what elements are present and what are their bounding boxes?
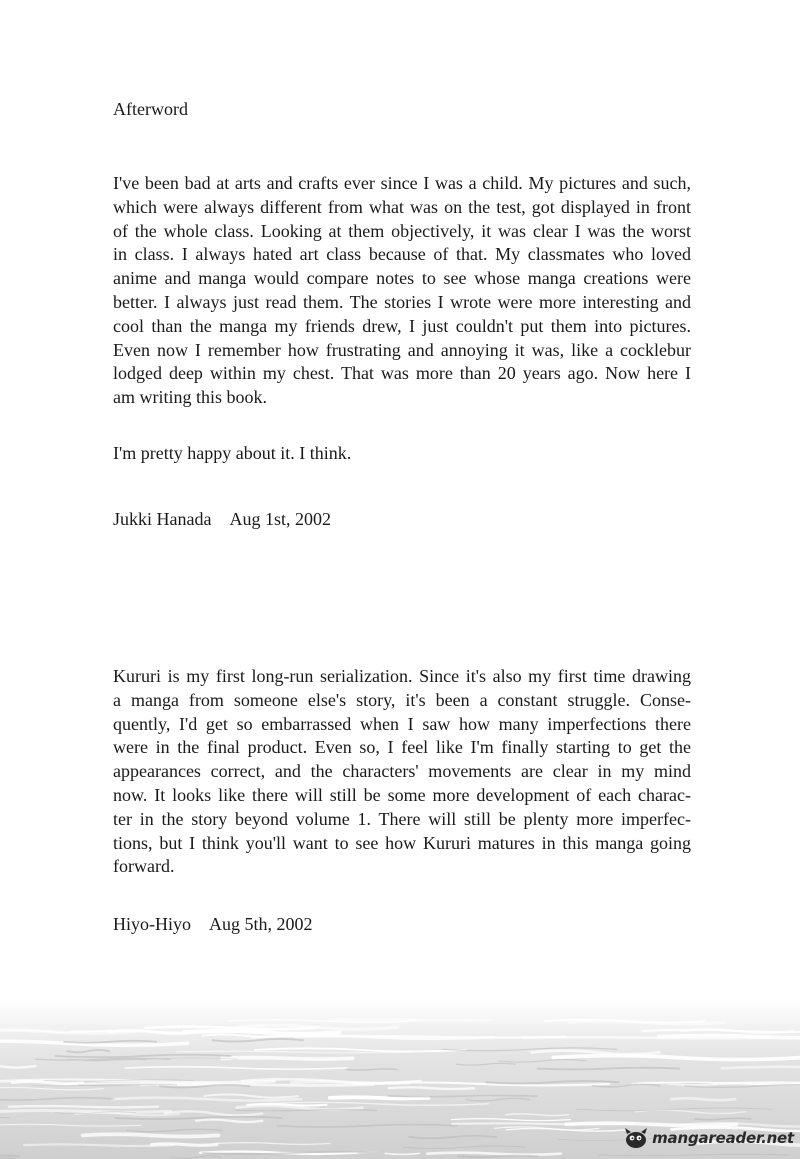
afterword-paragraph-1	[113, 172, 691, 410]
paragraph-line: anime and manga would compare notes to see whose manga creations were	[113, 268, 691, 289]
paragraph-line: in class. I always hated art class because of that. My classmates who loved	[113, 244, 691, 265]
paragraph-line: cool than the manga my friends drew, I just couldn't put them into pictures.	[113, 315, 691, 336]
paragraph-line: appearances correct, and the characters' movements are clear in my mind	[113, 761, 691, 782]
paragraph-line: tions, but I think you'll want to see how Kururi matures in this manga going	[113, 832, 691, 853]
paragraph-line: am writing this book.	[113, 387, 267, 408]
wave-highlight	[9, 1106, 158, 1107]
watermark-text: mangareader.net	[652, 1129, 794, 1147]
paragraph-line: I've been bad at arts and crafts ever since I was a child. My pictures and such,	[113, 173, 691, 193]
wave-highlight	[330, 1097, 429, 1098]
signature-name: Hiyo-Hiyo	[113, 914, 191, 934]
paragraph-line: Even now I remember how frustrating and annoying it was, like a cocklebur	[113, 339, 691, 360]
wave-highlight	[222, 1058, 353, 1059]
paragraph-line: which were always different from what was on the test, got displayed in front	[113, 196, 691, 217]
paragraph-line: were in the final product. Even so, I feel like I'm finally starting to get the	[113, 737, 691, 758]
signature-date: Aug 1st, 2002	[229, 509, 331, 529]
paragraph-line: forward.	[113, 856, 175, 877]
signature-writer	[113, 507, 331, 531]
closing-line: I'm pretty happy about it. I think.	[113, 443, 352, 463]
signature-artist	[113, 912, 313, 936]
paragraph-line: a manga from someone else's story, it's been a constant struggle. Conse-	[113, 689, 691, 710]
paragraph-line: lodged deep within my chest. That was more than 20 years ago. Now here I	[113, 363, 691, 384]
page-title: Afterword	[113, 99, 188, 119]
paragraph-line: quently, I'd get so embarrassed when I saw how many imperfections there	[113, 713, 691, 734]
wave-highlight	[523, 1037, 770, 1038]
afterword-paragraph-2	[113, 665, 691, 879]
paragraph-line: of the whole class. Looking at them objectively, it was clear I was the worst	[113, 220, 691, 241]
signature-name: Jukki Hanada	[113, 509, 212, 529]
paragraph-line: ter in the story beyond volume 1. There will still be plenty more imperfec-	[113, 808, 691, 829]
paragraph-line: now. It looks like there will still be some more development of each charac-	[113, 784, 691, 805]
mascot-icon	[623, 1127, 649, 1149]
wave-highlight	[330, 1020, 491, 1021]
wave-highlight	[1, 1111, 171, 1113]
paragraph-line: better. I always just read them. The stories I wrote were more interesting and	[113, 291, 691, 312]
signature-date: Aug 5th, 2002	[209, 914, 313, 934]
paragraph-line: Kururi is my first long-run serialization. Since it's also my first time drawing	[113, 666, 691, 686]
wave-highlight	[83, 1134, 219, 1136]
watermark	[623, 1127, 794, 1149]
